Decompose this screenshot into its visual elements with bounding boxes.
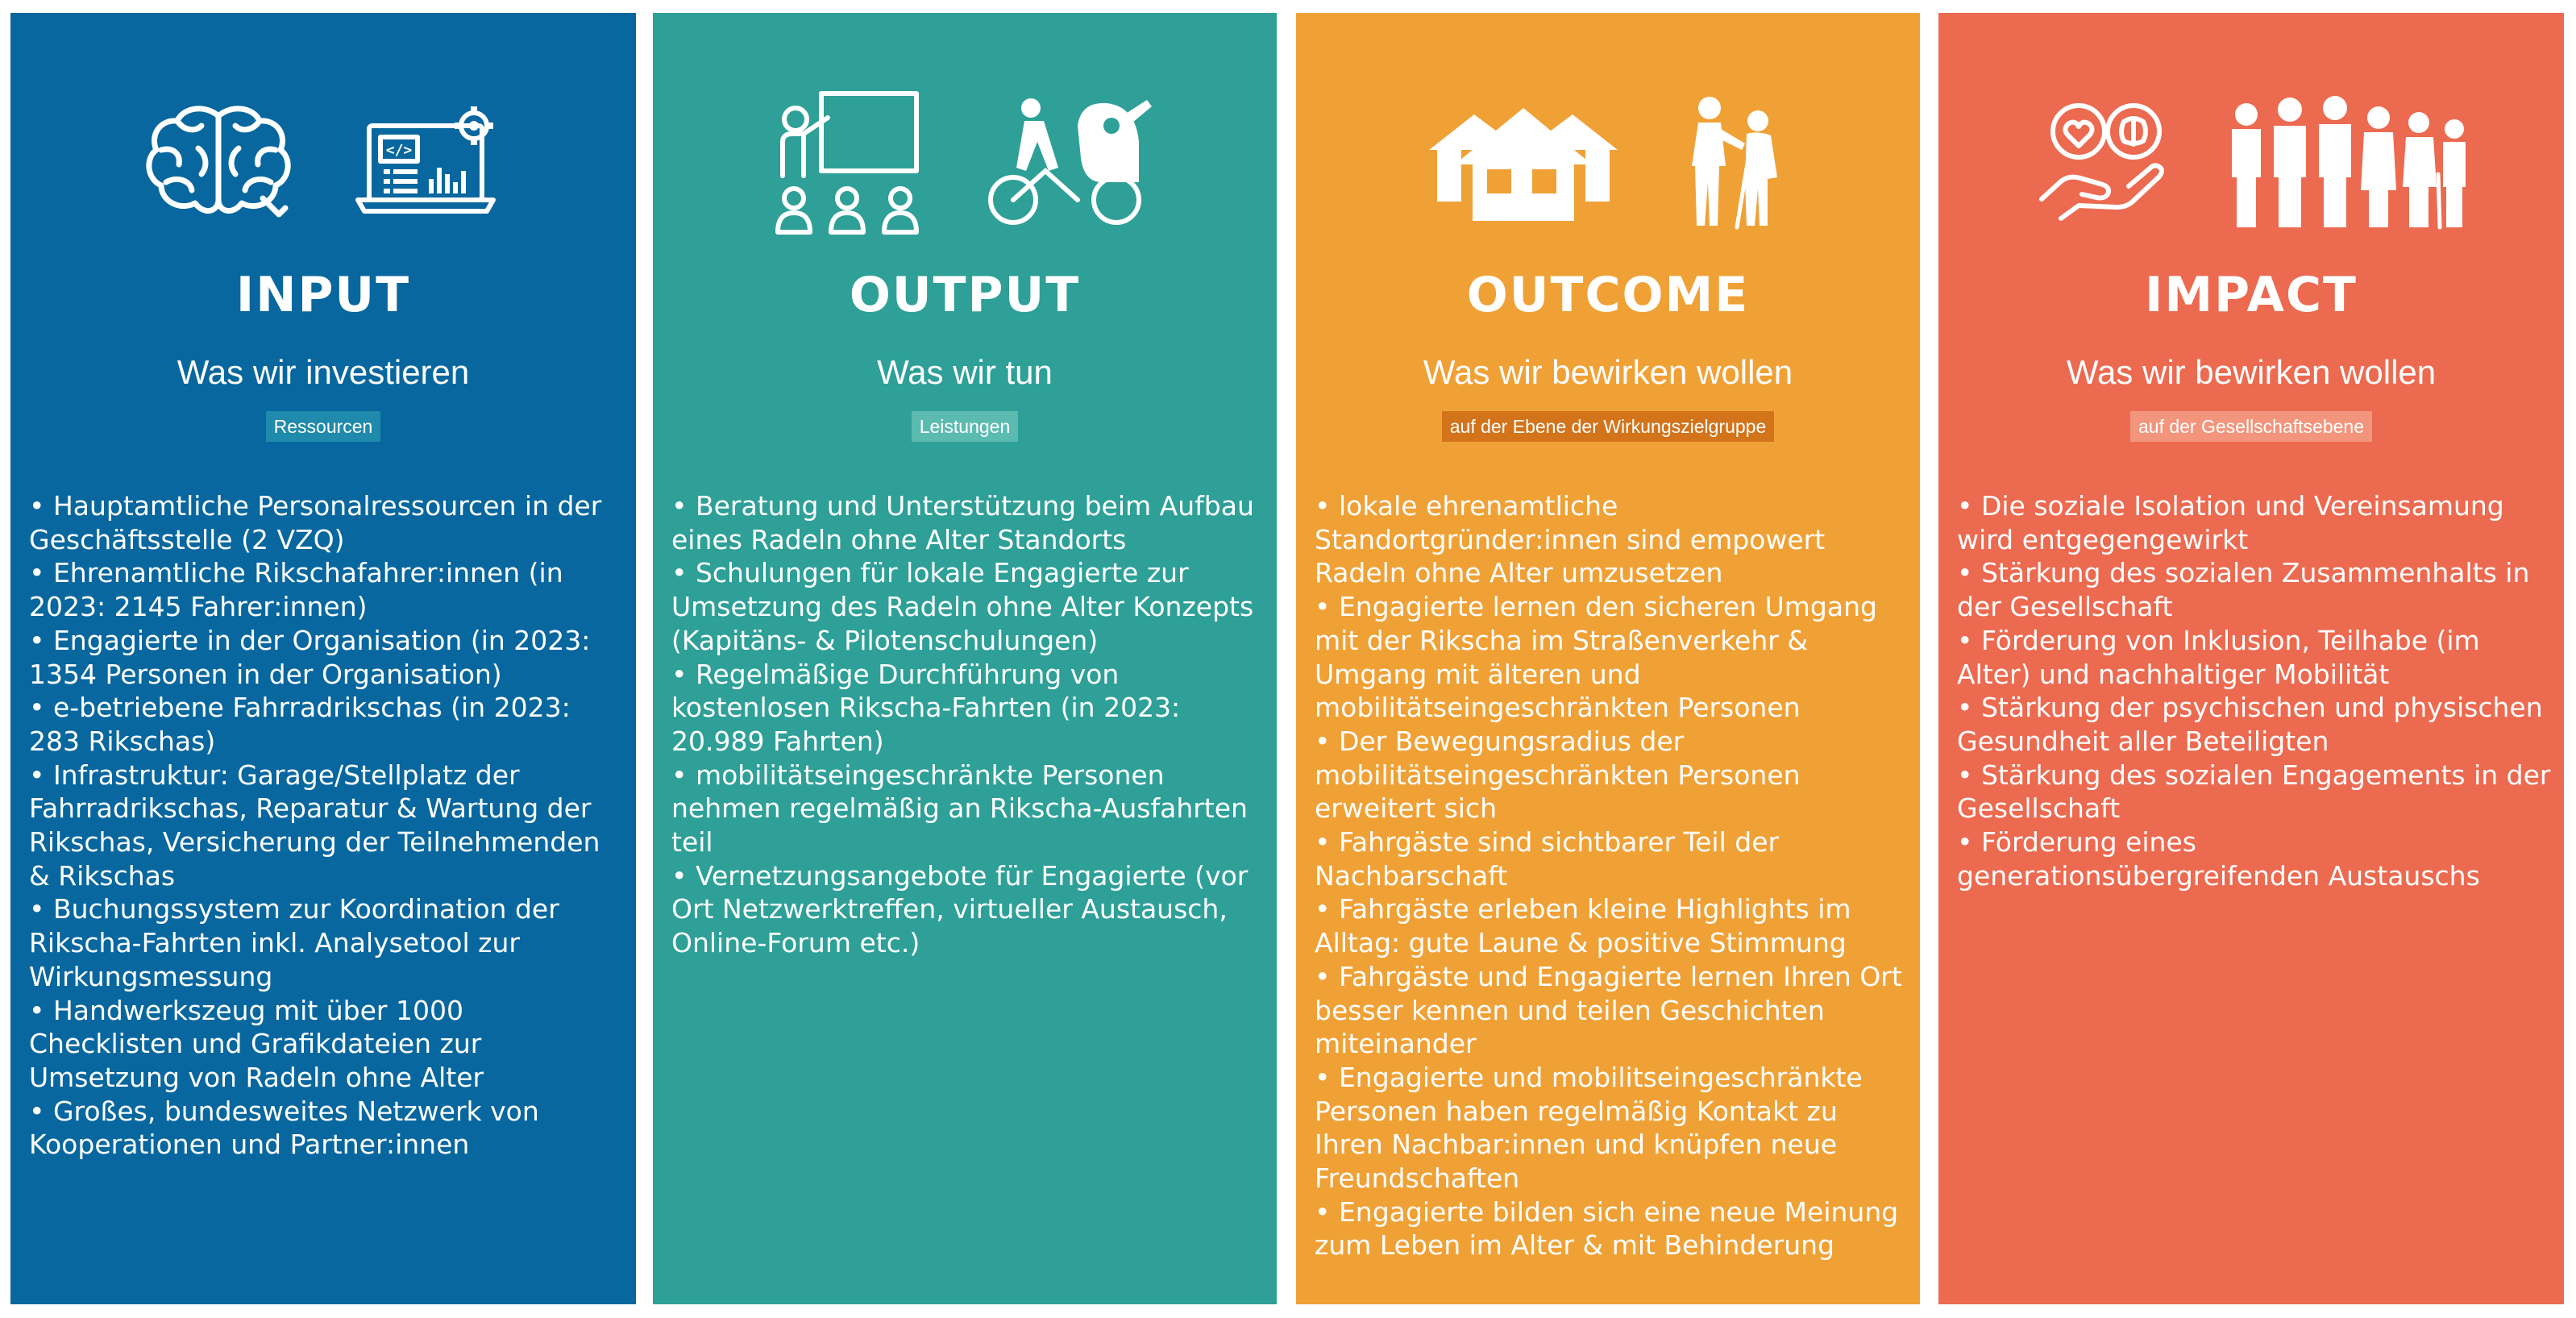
list-item: • lokale ehrenamtliche Standortgründer:innen sind empowert Radeln ohne Alter umzusetzen xyxy=(1315,490,1826,589)
outcome-column xyxy=(1296,13,1920,1304)
people-group-icon xyxy=(2227,94,2469,231)
bullet-list xyxy=(1315,489,1909,1262)
impact-column xyxy=(1938,13,2564,1304)
list-item: • Förderung eines generationsübergreifenden Austauschs xyxy=(1957,826,2480,892)
list-item: • Fahrgäste und Engagierte lernen Ihren Ort besser kennen und teilen Geschichten miteinander xyxy=(1315,960,1902,1060)
elderly-helper-icon xyxy=(1681,94,1793,231)
list-item: • Fahrgäste erleben kleine Highlights im Alltag: gute Laune & positive Stimmung xyxy=(1315,893,1851,959)
hand-heart-brain-icon xyxy=(2034,98,2171,227)
bullet-list xyxy=(671,489,1265,960)
bullet-list xyxy=(1957,489,2553,892)
output-column xyxy=(653,13,1277,1304)
svg-text:</>: </> xyxy=(385,142,413,159)
bullet-list xyxy=(29,489,625,1162)
list-item: • Infrastruktur: Garage/Stellplatz der Fahrradrikschas, Reparatur & Wartung der Rikschas, Versicherung der Teilnehmenden & Rikschas xyxy=(29,759,600,892)
column-title: INPUT xyxy=(235,267,411,323)
list-item: • Vernetzungsangebote für Engagierte (vor Ort Netzwerktreffen, virtueller Austausch, Online-Forum etc.) xyxy=(671,859,1249,959)
list-item: • Ehrenamtliche Rikschafahrer:innen (in 2023: 2145 Fahrer:innen) xyxy=(29,557,563,623)
list-item: • Beratung und Unterstützung beim Aufbau eines Radeln ohne Alter Standorts xyxy=(671,490,1254,555)
list-item: • Handwerkszeug mit über 1000 Checklisten und Grafikdateien zur Umsetzung von Radeln ohne Alter xyxy=(29,994,484,1093)
impact-icons xyxy=(1938,61,2564,263)
rickshaw-icon xyxy=(981,94,1158,231)
laptop-gear-icon xyxy=(351,102,505,222)
list-item: • Stärkung des sozialen Engagements in der Gesellschaft xyxy=(1957,759,2551,825)
list-item: • Schulungen für lokale Engagierte zur Umsetzung des Radeln ohne Alter Konzepts (Kapitäns- & Pilotenschulungen) xyxy=(671,557,1254,656)
column-badge: auf der Gesellschaftsebene xyxy=(2130,411,2372,442)
column-subtitle: Was wir bewirken wollen xyxy=(1423,353,1793,391)
list-item: • Fahrgäste sind sichtbarer Teil der Nachbarschaft xyxy=(1315,826,1780,892)
list-item: • Engagierte bilden sich eine neue Meinung zum Leben im Alter & mit Behinderung xyxy=(1315,1195,1899,1262)
column-title: IMPACT xyxy=(2145,267,2358,323)
list-item: • Engagierte und mobilitseingeschränkte Personen haben regelmäßig Kontakt zu Ihren Nachbar:innen und knüpfen neue Freundschaften xyxy=(1315,1061,1863,1195)
list-item: • Hauptamtliche Personalressourcen in der Geschäftsstelle (2 VZQ) xyxy=(29,490,602,555)
list-item: • Engagierte in der Organisation (in 2023: 1354 Personen in der Organisation) xyxy=(29,624,591,690)
brain-icon xyxy=(142,102,295,222)
list-item: • Stärkung der psychischen und physischen Gesundheit aller Beteiligten xyxy=(1957,692,2543,757)
column-subtitle: Was wir investieren xyxy=(177,353,470,391)
list-item: • Großes, bundesweites Netzwerk von Kooperationen und Partner:innen xyxy=(29,1095,539,1161)
list-item: • Die soziale Isolation und Vereinsamung wird entgegengewirkt xyxy=(1957,490,2504,555)
houses-icon xyxy=(1423,102,1624,222)
list-item: • Buchungssystem zur Koordination der Rikscha-Fahrten inkl. Analysetool zur Wirkungsmessung xyxy=(29,893,559,992)
column-subtitle: Was wir bewirken wollen xyxy=(2066,353,2437,391)
presentation-icon xyxy=(771,85,924,239)
column-subtitle: Was wir tun xyxy=(877,353,1053,391)
list-item: • Regelmäßige Durchführung von kostenlosen Rikscha-Fahrten (in 2023: 20.989 Fahrten) xyxy=(671,658,1181,757)
column-badge: Ressourcen xyxy=(266,411,381,442)
output-icons xyxy=(653,61,1277,263)
list-item: • Der Bewegungsradius der mobilitätseingeschränkten Personen erweitert sich xyxy=(1315,725,1801,825)
input-column xyxy=(10,13,636,1304)
column-title: OUTPUT xyxy=(849,267,1081,323)
column-badge: auf der Ebene der Wirkungszielgruppe xyxy=(1442,411,1775,442)
list-item: • Förderung von Inklusion, Teilhabe (im Alter) und nachhaltiger Mobilität xyxy=(1957,624,2480,690)
list-item: • mobilitätseingeschränkte Personen nehmen regelmäßig an Rikscha-Ausfahrten teil xyxy=(671,759,1248,859)
list-item: • Stärkung des sozialen Zusammenhalts in der Gesellschaft xyxy=(1957,557,2530,623)
outcome-icons xyxy=(1296,61,1920,263)
column-badge: Leistungen xyxy=(912,411,1019,442)
input-icons xyxy=(10,61,636,263)
list-item: • Engagierte lernen den sicheren Umgang mit der Rikscha im Straßenverkehr & Umgang mit älteren und mobilitätseingeschränkten Personen xyxy=(1315,591,1877,724)
list-item: • e-betriebene Fahrradrikschas (in 2023: 283 Rikschas) xyxy=(29,692,571,757)
column-title: OUTCOME xyxy=(1466,267,1750,323)
